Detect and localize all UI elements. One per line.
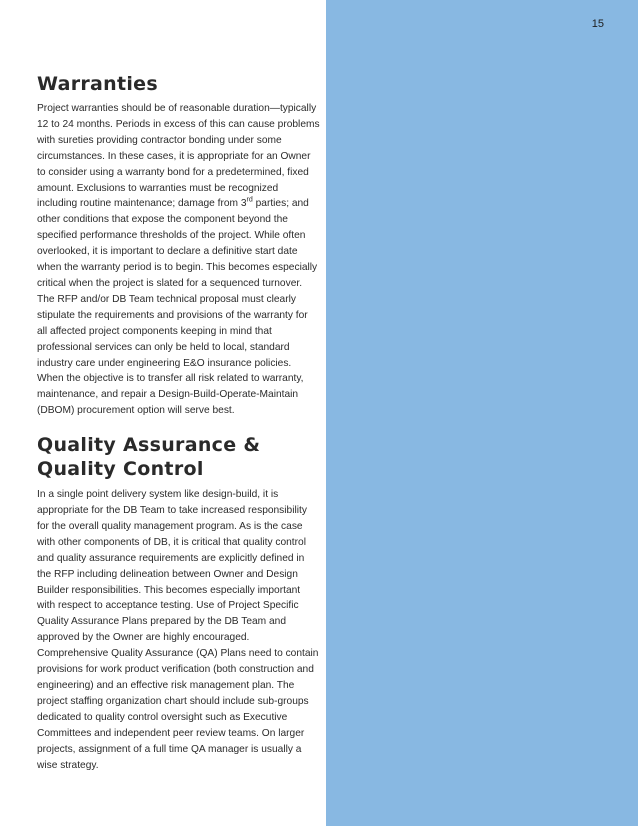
page-number: 15 xyxy=(591,18,604,30)
blue-sidebar-panel xyxy=(326,0,638,826)
warranties-text-part1: Project warranties should be of reasonable duration—typically 12 to 24 months. Periods in excess of this can cause problems with sureties providing contractor bonding under some circumstances. In these cases, it is appropriate for an Owner to consider using a warranty bond for a predetermined, fixed amount. Exclusions to warranties must be recognized including routine maintenance; damage from 3 xyxy=(37,103,320,210)
warranties-heading: Warranties xyxy=(37,73,158,95)
warranties-paragraph xyxy=(37,101,320,419)
ordinal-superscript: rd xyxy=(246,197,253,205)
main-content xyxy=(37,72,320,773)
quality-heading-line1: Quality Assurance & xyxy=(37,434,261,457)
quality-heading-line2: Quality Control xyxy=(37,458,204,481)
quality-paragraph: In a single point delivery system like design-build, it is appropriate for the DB Team to take increased responsibility for the overall quality management program. As is the case with other components of DB, it is critical that quality control and quality assurance requirements are explicitly defined in the RFP including delineation between Owner and Design Builder responsibilities. This becomes especially important with respect to acceptance testing. Use of Project Specific Quality Assurance Plans prepared by the DB Team and approved by the Owner are highly encouraged. Comprehensive Quality Assurance (QA) Plans need to contain provisions for work product verification (both construction and engineering) and an effective risk management plan. The project staffing organization chart should include sub-groups dedicated to quality control oversight such as Executive Committees and independent peer review teams. On larger projects, assignment of a full time QA manager is usually a wise strategy. xyxy=(37,489,319,771)
quality-heading xyxy=(37,433,320,481)
warranties-text-part2: parties; and other conditions that expose the component beyond the specified performance thresholds of the project. While often overlooked, it is important to declare a definitive start date when the warranty period is to begin. This becomes especially critical when the project is slated for a sequenced turnover. The RFP and/or DB Team technical proposal must clearly stipulate the requirements and provisions of the warranty for all affected project components keeping in mind that professional services can only be held to local, standard industry care under engineering E&O insurance policies. When the objective is to transfer all risk related to warranty, maintenance, and repair a Design-Build-Operate-Maintain (DBOM) procurement option will serve best. xyxy=(37,198,318,417)
